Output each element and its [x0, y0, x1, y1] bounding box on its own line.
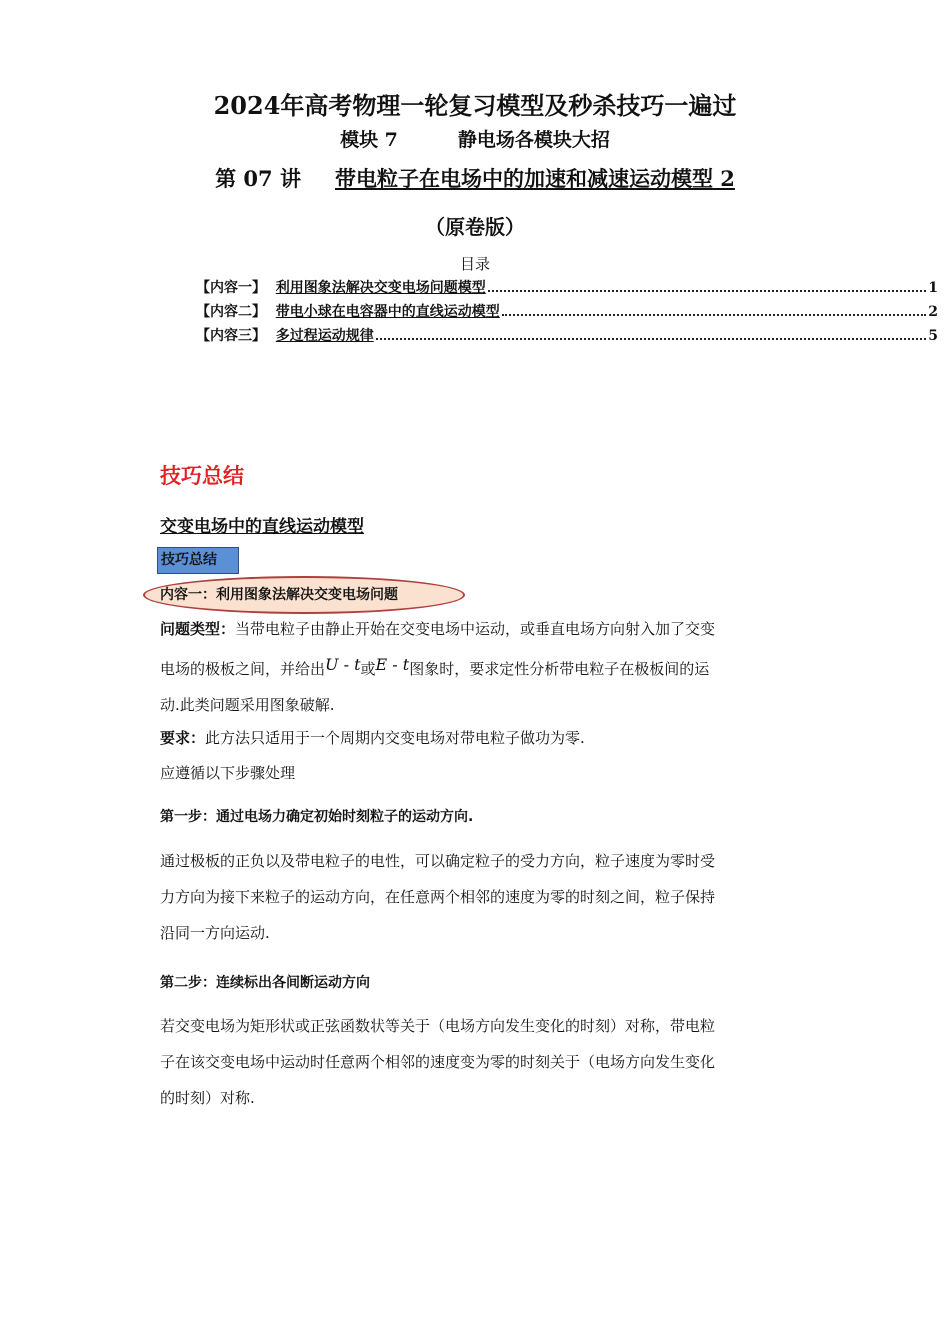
problem-type-paragraph — [160, 611, 790, 723]
module-line — [0, 125, 950, 152]
lecture-number: 第 07 讲 — [215, 166, 301, 191]
toc-item-2[interactable] — [196, 301, 938, 325]
step2-line: 的时刻）对称. — [160, 1089, 255, 1107]
subsection-heading: 交变电场中的直线运动模型 — [160, 517, 364, 537]
problem-text: 图象时，要求定性分析带电粒子在极板间的运 — [409, 660, 710, 678]
problem-label: 问题类型： — [160, 620, 236, 638]
problem-text: 动.此类问题采用图象破解. — [160, 696, 335, 714]
lecture-name: 带电粒子在电场中的加速和减速运动模型 2 — [334, 166, 735, 191]
toc-page: 1 — [928, 280, 938, 296]
step1-line: 力方向为接下来粒子的运动方向，在任意两个相邻的速度为零的时刻之间，粒子保持 — [160, 888, 716, 906]
table-of-contents — [196, 277, 938, 349]
step2-paragraph — [160, 1008, 790, 1116]
step1-line: 沿同一方向运动. — [160, 924, 270, 942]
toc-leader — [376, 338, 927, 340]
toc-page: 2 — [928, 304, 938, 320]
tips-box-label: 技巧总结 — [157, 547, 239, 574]
follow-steps-text: 应遵循以下步骤处理 — [160, 764, 296, 782]
edition-label: （原卷版） — [425, 215, 525, 239]
section-heading: 技巧总结 — [160, 464, 244, 488]
toc-item-1[interactable] — [196, 277, 938, 301]
toc-text: 多过程运动规律 — [275, 328, 374, 344]
requirement-paragraph — [160, 720, 790, 756]
toc-title: 目录 — [459, 255, 490, 273]
math-u-t: U - t — [325, 655, 361, 674]
problem-text: 电场的极板之间，并给出 — [160, 660, 326, 678]
toc-leader — [488, 290, 927, 292]
math-e-t: E - t — [375, 655, 410, 674]
requirement-label: 要求： — [160, 729, 206, 747]
step1-paragraph — [160, 843, 790, 951]
module-name: 静电场各模块大招 — [457, 129, 610, 151]
toc-text: 带电小球在电容器中的直线运动模型 — [275, 304, 500, 320]
step1-heading: 第一步：通过电场力确定初始时刻粒子的运动方向. — [160, 809, 474, 825]
module-number: 模块 7 — [340, 129, 398, 151]
toc-text: 利用图象法解决交变电场问题模型 — [275, 280, 486, 296]
toc-tag: 【内容一】 — [196, 280, 266, 296]
toc-item-3[interactable] — [196, 325, 938, 349]
requirement-text: 此方法只适用于一个周期内交变电场对带电粒子做功为零. — [205, 729, 585, 747]
problem-text: 当带电粒子由静止开始在交变电场中运动，或垂直电场方向射入加了交变 — [235, 620, 716, 638]
step2-heading: 第二步：连续标出各间断运动方向 — [160, 975, 370, 991]
problem-text: 或 — [360, 660, 376, 678]
content-heading: 内容一：利用图象法解决交变电场问题 — [160, 587, 398, 603]
step2-line: 若交变电场为矩形状或正弦函数状等关于（电场方向发生变化的时刻）对称，带电粒 — [160, 1017, 716, 1035]
toc-tag: 【内容三】 — [196, 328, 266, 344]
step1-line: 通过极板的正负以及带电粒子的电性，可以确定粒子的受力方向，粒子速度为零时受 — [160, 852, 716, 870]
toc-page: 5 — [928, 328, 938, 344]
lecture-line — [0, 163, 950, 193]
step2-line: 子在该交变电场中运动时任意两个相邻的速度变为零的时刻关于（电场方向发生变化 — [160, 1053, 716, 1071]
toc-tag: 【内容二】 — [196, 304, 266, 320]
document-title: 2024年高考物理一轮复习模型及秒杀技巧一遍过 — [213, 91, 737, 120]
toc-leader — [502, 314, 927, 316]
